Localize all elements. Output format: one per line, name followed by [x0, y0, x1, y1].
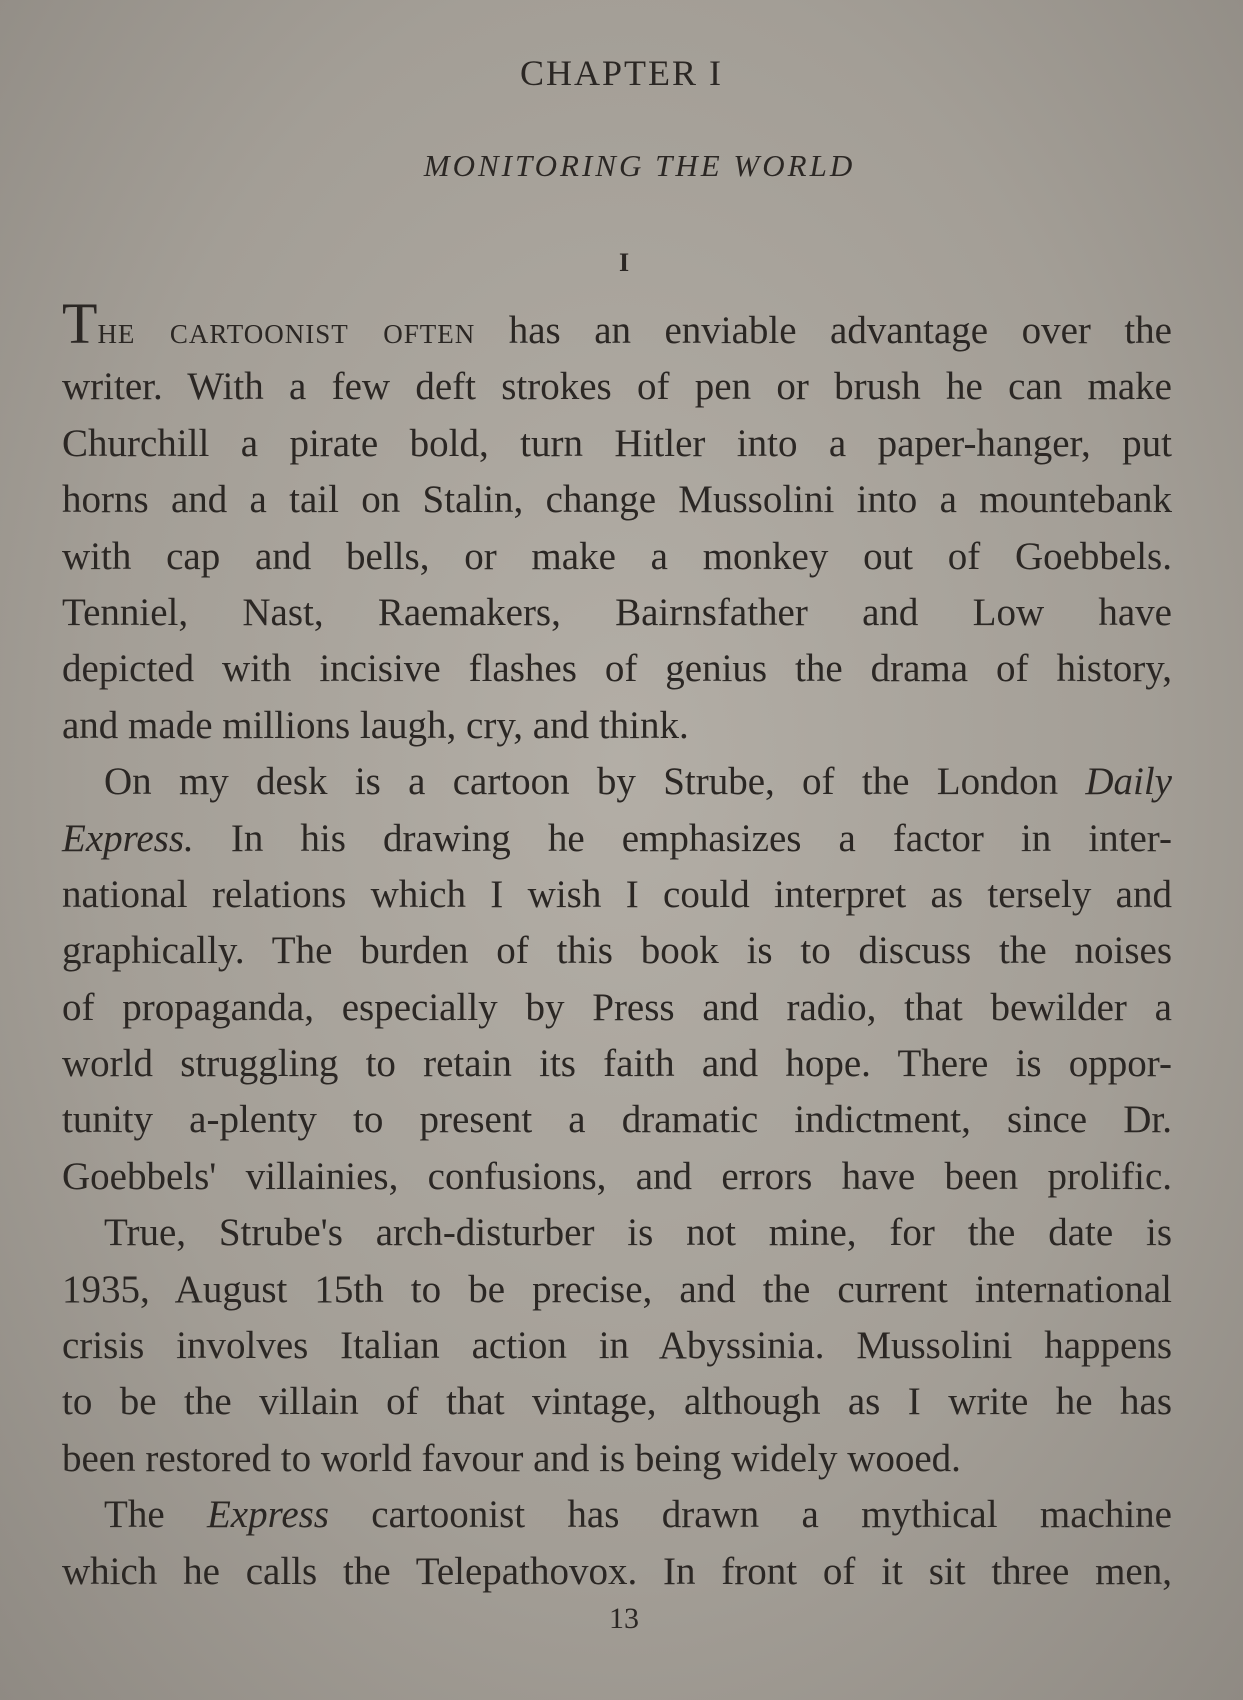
- text-segment: In his drawing he emphasizes a factor in inter-: [193, 816, 1172, 860]
- text-line: [62, 291, 1172, 359]
- text-segment: national relations which I wish I could interpret as tersely and: [62, 872, 1172, 916]
- text-line: [62, 1487, 1172, 1543]
- text-line: [62, 1374, 1172, 1430]
- text-line: [62, 416, 1172, 472]
- italic-text: Express: [206, 1493, 329, 1537]
- text-segment: depicted with incisive flashes of genius the drama of history,: [62, 647, 1172, 691]
- body-text: [62, 291, 1172, 1600]
- italic-text: Daily: [1085, 760, 1172, 804]
- text-line: [62, 1318, 1172, 1374]
- text-segment: True, Strube's arch-disturber is not mine, for the date is: [104, 1211, 1172, 1255]
- text-line: [62, 529, 1172, 585]
- section-number: I: [618, 248, 630, 277]
- text-segment: On my desk is a cartoon by Strube, of the London: [104, 760, 1086, 804]
- text-segment: has an enviable advantage over the: [475, 309, 1172, 352]
- text-line: [62, 641, 1172, 697]
- text-line: [62, 867, 1172, 923]
- text-segment: of propaganda, especially by Press and radio, that bewilder a: [62, 985, 1172, 1029]
- page-number: 13: [609, 1602, 639, 1635]
- text-segment: cartoonist has drawn a mythical machine: [328, 1493, 1172, 1537]
- text-segment: he cartoonist often: [97, 309, 476, 352]
- text-segment: The: [104, 1493, 207, 1537]
- text-segment: Tenniel, Nast, Raemakers, Bairnsfather and Low have: [62, 590, 1172, 634]
- text-line: [62, 698, 1172, 754]
- text-line: [62, 1431, 1172, 1487]
- text-line: [62, 1149, 1172, 1205]
- text-line: [62, 1092, 1172, 1148]
- text-segment: horns and a tail on Stalin, change Mussolini into a mountebank: [62, 478, 1172, 522]
- text-segment: 1935, August 15th to be precise, and the current international: [62, 1267, 1172, 1311]
- text-segment: tunity a-plenty to present a dramatic indictment, since Dr.: [62, 1098, 1172, 1142]
- text-segment: and made millions laugh, cry, and think.: [62, 703, 689, 747]
- text-line: [62, 1262, 1172, 1318]
- text-segment: which he calls the Telepathovox. In front of it sit three men,: [62, 1549, 1172, 1593]
- text-segment: Churchill a pirate bold, turn Hitler into a paper-hanger, put: [62, 421, 1172, 465]
- chapter-heading: CHAPTER I: [519, 53, 723, 93]
- text-segment: writer. With a few deft strokes of pen or brush he can make: [62, 365, 1172, 409]
- chapter-title: MONITORING THE WORLD: [423, 148, 856, 183]
- text-segment: Goebbels' villainies, confusions, and errors have been prolific.: [62, 1154, 1172, 1198]
- text-line: [62, 585, 1172, 641]
- italic-text: Express.: [62, 816, 194, 860]
- text-segment: crisis involves Italian action in Abyssinia. Mussolini happens: [62, 1324, 1172, 1368]
- text-segment: to be the villain of that vintage, although as I write he has: [62, 1380, 1172, 1424]
- text-segment: with cap and bells, or make a monkey out of Goebbels.: [62, 534, 1172, 578]
- text-line: [62, 1036, 1172, 1092]
- text-segment: been restored to world favour and is being widely wooed.: [62, 1436, 961, 1480]
- text-line: [62, 923, 1172, 979]
- text-segment: graphically. The burden of this book is to discuss the noises: [62, 929, 1172, 973]
- text-line: [62, 472, 1172, 528]
- text-line: [62, 1205, 1172, 1261]
- text-line: [62, 811, 1172, 867]
- drop-cap: T: [62, 291, 98, 356]
- text-line: [62, 1544, 1172, 1600]
- text-segment: world struggling to retain its faith and hope. There is oppor-: [62, 1042, 1172, 1086]
- text-line: [62, 980, 1172, 1036]
- text-line: [62, 359, 1172, 415]
- text-line: [62, 754, 1172, 810]
